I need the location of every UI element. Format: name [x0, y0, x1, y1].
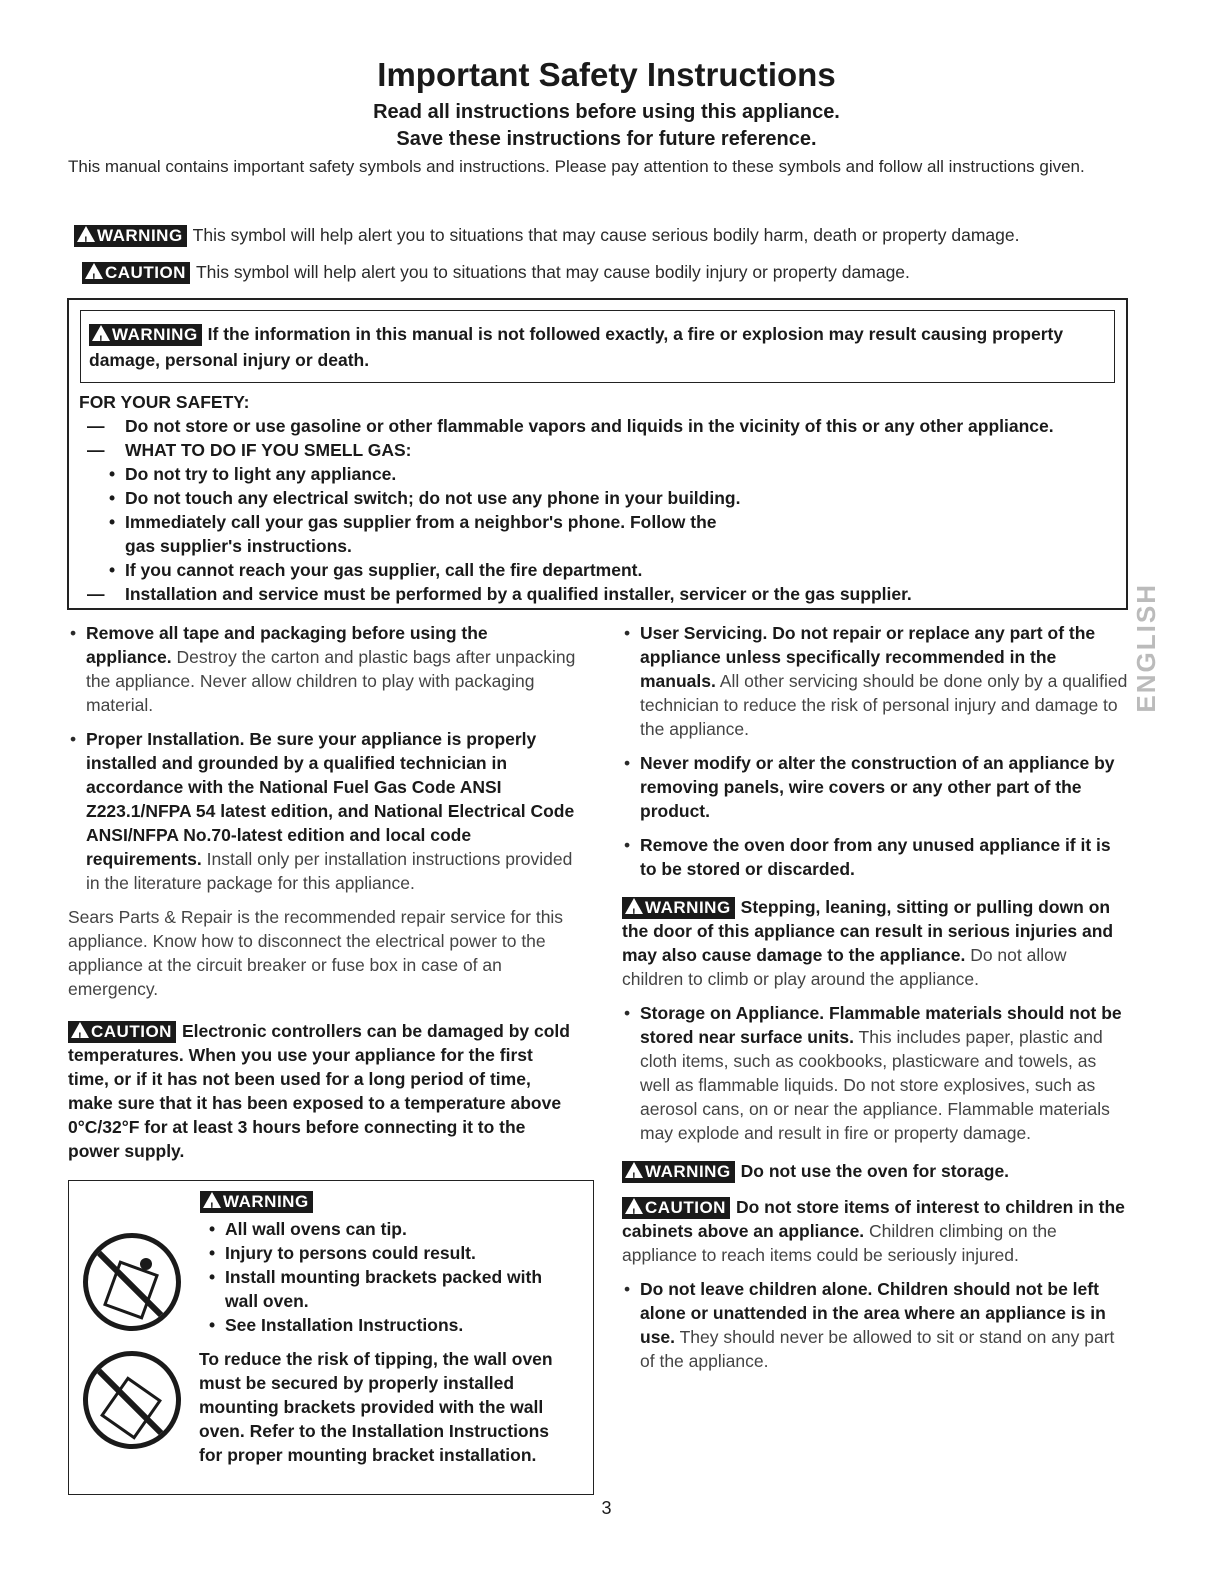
list-item: • Remove the oven door from any unused appliance if it is to be stored or discarded.: [622, 833, 1130, 881]
caution-badge: ! CAUTION: [68, 1021, 176, 1043]
warning-badge: ! WARNING: [74, 225, 187, 247]
list-item: • See Installation Instructions.: [207, 1313, 577, 1337]
warning-symbol-text: This symbol will help alert you to situations that may cause serious bodily harm, death or property damage.: [192, 225, 1020, 245]
for-your-safety-heading: FOR YOUR SAFETY:: [79, 392, 250, 412]
page-number: 3: [601, 1498, 612, 1518]
alert-triangle-icon: !: [85, 263, 103, 279]
tip-paragraph: To reduce the risk of tipping, the wall oven must be secured by properly installed mounting brackets provided with the wall oven. Refer to the Installation Instructions for proper mounting bracket installation.: [199, 1349, 553, 1465]
warning-badge: ! WARNING: [622, 897, 735, 919]
list-item: • Do not leave children alone. Children should not be left alone or unattended in the area where an appliance is in use. They should never be allowed to sit or stand on any part of the appliance.: [622, 1277, 1130, 1373]
alert-triangle-icon: !: [77, 226, 95, 242]
storage-warning: ! WARNING Do not use the oven for storage.: [622, 1159, 1130, 1183]
dash-item: — WHAT TO DO IF YOU SMELL GAS:: [87, 440, 412, 460]
warning-badge: ! WARNING: [622, 1161, 735, 1183]
cold-caution-paragraph: ! CAUTION Electronic controllers can be damaged by cold temperatures. When you use your appliance for the first time, or if it has not been used for a long period of time, make sure that it has been exposed to a temperature above 0°C/32°F for at least 3 hours before connecting it to the power supply.: [68, 1021, 570, 1161]
tip-over-warning-box: [68, 1180, 594, 1495]
caution-badge: ! CAUTION: [82, 262, 190, 284]
list-item: • Immediately call your gas supplier from a neighbor's phone. Follow the gas supplier's instructions.: [107, 510, 724, 558]
language-tab: ENGLISH: [1131, 583, 1161, 713]
list-item: • Proper Installation. Be sure your appliance is properly installed and grounded by a qualified technician in accordance with the National Fuel Gas Code ANSI Z223.1/NFPA 54 latest edition, and National Electrical Code ANSI/NFPA No.70-latest edition and local code requirements. Install only per installation instructions provided in the literature package for this appliance.: [68, 727, 578, 895]
list-item: • Install mounting brackets packed with wall oven.: [207, 1265, 577, 1313]
fire-warning-box: [67, 298, 1128, 610]
list-item: • Never modify or alter the construction of an appliance by removing panels, wire covers or any other part of the product.: [622, 751, 1130, 823]
list-item: • Injury to persons could result.: [207, 1241, 577, 1265]
list-item: • Do not touch any electrical switch; do not use any phone in your building.: [107, 486, 1124, 510]
caution-symbol-text: This symbol will help alert you to situations that may cause bodily injury or property damage.: [195, 262, 910, 282]
fire-warning-inner-box: [80, 310, 1115, 383]
alert-triangle-icon: !: [92, 325, 110, 341]
left-bullets: [68, 621, 578, 895]
warning-badge: ! WARNING: [89, 324, 202, 346]
subtitle-save: Save these instructions for future reference.: [396, 128, 817, 150]
alert-triangle-icon: !: [625, 898, 643, 914]
door-warning-paragraph: ! WARNING Stepping, leaning, sitting or pulling down on the door of this appliance can result in serious injuries and may also cause damage to the appliance. Do not allow children to climb or play around the appliance.: [622, 897, 1114, 989]
warning-badge: ! WARNING: [200, 1191, 313, 1213]
list-item: • All wall ovens can tip.: [207, 1217, 577, 1241]
storage-bullets: [622, 1001, 1130, 1145]
fire-warning-text: ! WARNING If the information in this manual is not followed exactly, a fire or explosion may result causing property damage, personal injury or death.: [89, 324, 1064, 370]
page-title: Important Safety Instructions: [377, 56, 836, 93]
children-bullets: [622, 1277, 1130, 1373]
dash-item: — Installation and service must be performed by a qualified installer, servicer or the gas supplier.: [87, 584, 912, 604]
warning-symbol-row: [74, 223, 1154, 247]
alert-triangle-icon: !: [203, 1192, 221, 1208]
children-caution-paragraph: ! CAUTION Do not store items of interest to children in the cabinets above an appliance. Children climbing on the appliance to reach items could be seriously injured.: [622, 1197, 1125, 1265]
list-item: • Remove all tape and packaging before using the appliance. Destroy the carton and plastic bags after unpacking the appliance. Never allow children to play with packaging material.: [68, 621, 578, 717]
list-item: • User Servicing. Do not repair or replace any part of the appliance unless specifically recommended in the manuals. All other servicing should be done only by a qualified technician to reduce the risk of personal injury and damage to the appliance.: [622, 621, 1130, 741]
tip-warning-title: [200, 1191, 319, 1213]
tip-over-icon: [83, 1233, 181, 1331]
right-bullets: [622, 621, 1130, 881]
intro-text: This manual contains important safety symbols and instructions. Please pay attention to these symbols and follow all instructions given.: [68, 157, 1085, 176]
tip-bullets: [207, 1217, 577, 1337]
dash-item: — Do not store or use gasoline or other flammable vapors and liquids in the vicinity of this or any other appliance.: [87, 416, 1054, 436]
left-column: [68, 621, 578, 1163]
list-item: • Do not try to light any appliance.: [107, 462, 704, 486]
alert-triangle-icon: !: [625, 1162, 643, 1178]
anti-tip-icon: [83, 1351, 181, 1449]
fire-safety-list: [79, 414, 1124, 606]
list-item: • Storage on Appliance. Flammable materials should not be stored near surface units. This includes paper, plastic and cloth items, such as cookbooks, plasticware and towels, as well as flammable liquids. Do not store explosives, such as aerosol cans, on or near the appliance. Flammable materials may explode and result in fire or property damage.: [622, 1001, 1130, 1145]
right-column: [622, 621, 1130, 1383]
alert-triangle-icon: !: [625, 1198, 643, 1214]
caution-badge: ! CAUTION: [622, 1197, 730, 1219]
alert-triangle-icon: !: [71, 1022, 89, 1038]
caution-symbol-row: [82, 260, 1142, 284]
list-item: • If you cannot reach your gas supplier, call the fire department.: [107, 558, 1124, 582]
subtitle-read: Read all instructions before using this appliance.: [373, 101, 840, 123]
sears-paragraph: Sears Parts & Repair is the recommended repair service for this appliance. Know how to disconnect the electrical power to the appliance at the circuit breaker or fuse box in case of an emergency.: [68, 907, 564, 999]
smell-gas-list: [79, 462, 1124, 582]
